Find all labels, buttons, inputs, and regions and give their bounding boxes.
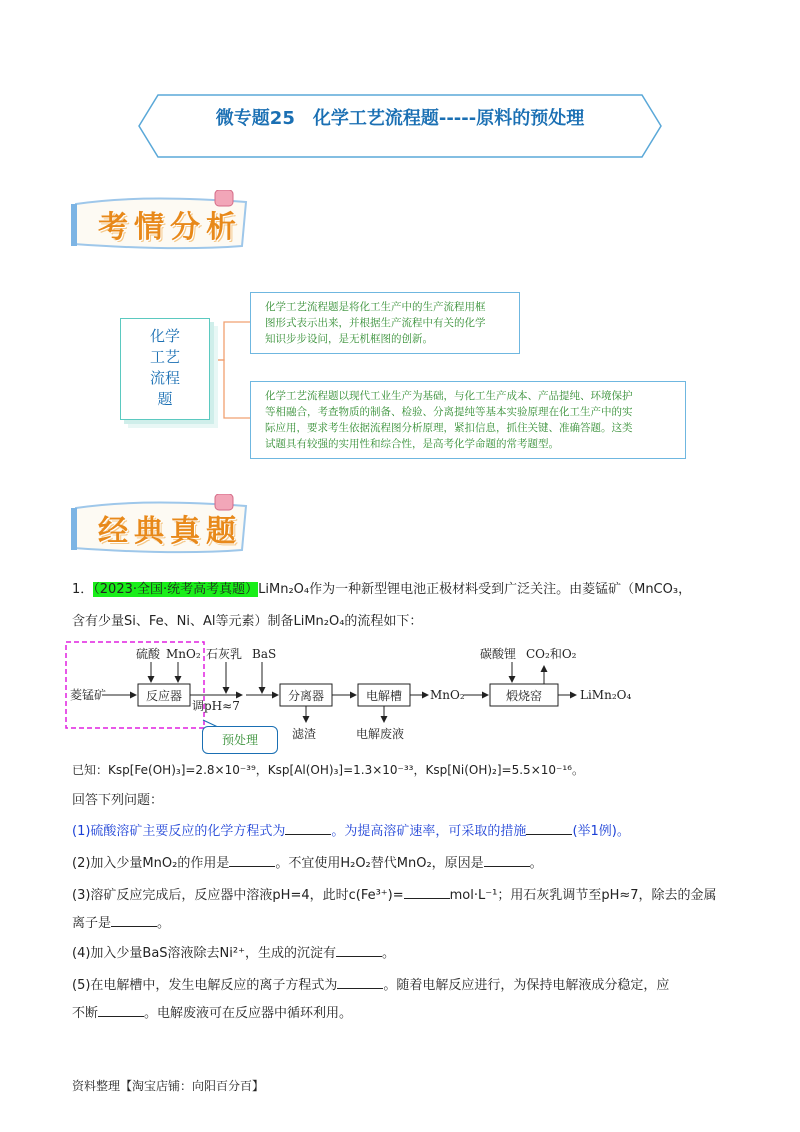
analysis-note-2: [250, 381, 686, 459]
label-gas-out: CO₂和O₂: [526, 647, 577, 661]
label-feed: 菱锰矿: [70, 688, 107, 702]
analysis-note-1: [250, 292, 520, 354]
subquestion-1: [72, 822, 630, 842]
sub2-text-a: (2)加入少量MnO₂的作用是: [72, 856, 230, 871]
answer-prompt: 回答下列问题：: [72, 793, 164, 808]
sub5-text-b: 。随着电解反应进行，为保持电解液成分稳定，应: [383, 978, 670, 993]
section-heading-analysis: 考情分析: [98, 210, 242, 245]
sub1-text-b: 。为提高溶矿速率，可采取的措施: [331, 824, 527, 839]
answer-blank[interactable]: [285, 822, 331, 835]
answer-blank[interactable]: [526, 822, 572, 835]
footer-source: 资料整理【淘宝店铺：向阳百分百】: [72, 1079, 265, 1093]
note-line: 化学工艺流程题是将化工生产中的生产流程用框: [265, 301, 486, 313]
sub3-text-b: mol·L⁻¹；用石灰乳调节至pH≈7，除去的金属: [449, 888, 717, 903]
section-heading-exam: 经典真题: [98, 514, 242, 549]
subquestion-2: [72, 854, 543, 874]
section-badge-exam: [70, 494, 250, 556]
subquestion-3-line2: [72, 914, 170, 934]
sub3-text-a: (3)溶矿反应完成后，反应器中溶液pH=4，此时c(Fe³⁺)=: [72, 888, 404, 903]
label-kiln: 煅烧窑: [506, 689, 543, 703]
question-source: （2023·全国·统考高考真题）: [93, 582, 259, 597]
subquestion-5-line2: [72, 1004, 352, 1024]
label-separator: 分离器: [288, 689, 325, 703]
mindmap-root: [120, 318, 210, 420]
label-final-product: LiMn₂O₄: [580, 688, 632, 702]
root-line: 工艺: [149, 348, 180, 366]
root-line: 题: [157, 390, 173, 408]
known-constants: 已知：Ksp[Fe(OH)₃]=2.8×10⁻³⁹，Ksp[Al(OH)₃]=1.3×10⁻³³，Ksp[Ni(OH)₂]=5.5×10⁻¹⁶。: [72, 763, 584, 777]
sub2-text-b: 。不宜使用H₂O₂替代MnO₂，原因是: [275, 856, 484, 871]
question-number: 1．: [72, 582, 94, 597]
answer-blank[interactable]: [337, 976, 383, 989]
pretreatment-callout: 预处理: [202, 726, 278, 754]
label-bas: BaS: [252, 647, 277, 661]
label-mno2-reagent: MnO₂: [166, 647, 201, 661]
label-sulfuric-acid: 硫酸: [136, 647, 161, 661]
subquestion-4: [72, 944, 395, 964]
answer-blank[interactable]: [404, 886, 450, 899]
answer-blank[interactable]: [229, 854, 275, 867]
sub5-text-d: 。电解废液可在反应器中循环利用。: [144, 1006, 353, 1021]
label-waste-liquid: 电解废液: [356, 727, 405, 741]
sub3-text-c: 离子是: [72, 916, 112, 931]
answer-blank[interactable]: [336, 944, 382, 957]
root-line: 流程: [149, 369, 180, 387]
page-title: 微专题25 化学工艺流程题-----原料的预处理: [215, 108, 585, 129]
process-flowchart: [60, 640, 660, 750]
sub1-text-a: (1)硫酸溶矿主要反应的化学方程式为: [72, 824, 286, 839]
note-line: 知识步步设问，是无机框图的创新。: [265, 333, 433, 345]
root-line: 化学: [149, 327, 180, 345]
sub2-text-c: 。: [529, 856, 543, 871]
sub4-text-b: 。: [381, 946, 395, 961]
sub1-text-c: (举1例)。: [572, 824, 630, 839]
question-stem-line2: 含有少量Si、Fe、Ni、Al等元素）制备LiMn₂O₄的流程如下：: [72, 614, 423, 629]
label-electrolyzer: 电解槽: [366, 689, 403, 703]
subquestion-3-line1: [72, 886, 717, 906]
label-lithium-carbonate: 碳酸锂: [480, 647, 517, 661]
sub5-text-c: 不断: [72, 1006, 99, 1021]
label-residue: 滤渣: [292, 727, 317, 741]
label-mno2-product: MnO₂: [430, 688, 465, 702]
note-line: 试题具有较强的实用性和综合性，是高考化学命题的常考题型。: [265, 438, 559, 450]
note-line: 等相融合，考查物质的制备、检验、分离提纯等基本实验原理在化工生产中的实: [265, 406, 633, 418]
note-line: 化学工艺流程题以现代工业生产为基础，与化工生产成本、产品提纯、环境保护: [265, 390, 633, 402]
label-lime: 石灰乳: [206, 647, 243, 661]
answer-blank[interactable]: [484, 854, 530, 867]
sub5-text-a: (5)在电解槽中，发生电解反应的离子方程式为: [72, 978, 338, 993]
label-reactor: 反应器: [146, 689, 183, 703]
answer-blank[interactable]: [98, 1004, 144, 1017]
sub4-text-a: (4)加入少量BaS溶液除去Ni²⁺，生成的沉淀有: [72, 946, 336, 961]
note-line: 图形式表示出来，并根据生产流程中有关的化学: [265, 317, 486, 329]
stem-text: LiMn₂O₄作为一种新型锂电池正极材料受到广泛关注。由菱锰矿（MnCO₃，: [258, 582, 692, 597]
subquestion-5-line1: [72, 976, 669, 996]
label-adjust-ph: 调pH≈7: [192, 699, 240, 713]
answer-blank[interactable]: [111, 914, 157, 927]
section-badge-analysis: [70, 190, 250, 252]
note-line: 际应用，要求考生依据流程图分析原理，紧扣信息，抓住关键、准确答题。这类: [265, 422, 633, 434]
sub3-text-d: 。: [157, 916, 171, 931]
question-stem-line1: [72, 580, 691, 600]
